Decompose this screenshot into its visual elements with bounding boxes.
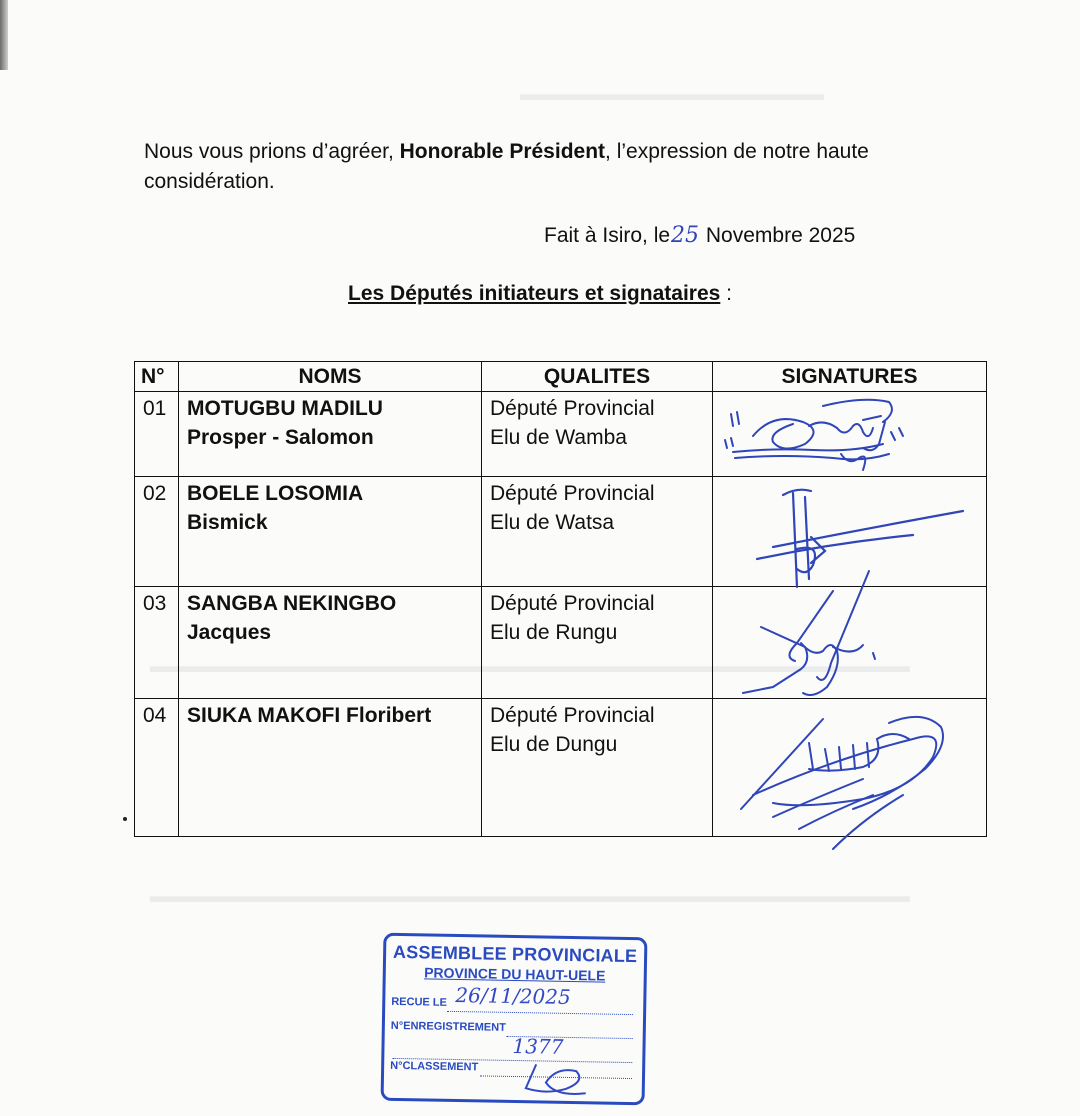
- row-number: 04: [135, 699, 179, 837]
- reverse-bleed: ▬▬▬▬▬▬▬▬▬▬▬▬▬▬▬▬▬▬▬▬▬▬▬▬▬▬▬▬▬▬▬▬▬▬▬▬▬▬▬▬: [150, 886, 910, 907]
- table-row: [135, 392, 987, 477]
- stamp-initials-scribble: [516, 1058, 607, 1100]
- signature-cell: [713, 392, 987, 477]
- row-name: [179, 477, 482, 587]
- date-suffix: Novembre 2025: [700, 224, 856, 247]
- stamp-title: ASSEMBLEE PROVINCIALE: [392, 941, 638, 967]
- stamp-subtitle: [386, 964, 644, 985]
- row-title: [482, 392, 713, 477]
- ink-speck: [123, 817, 127, 821]
- title-line: Elu de Wamba: [490, 426, 627, 449]
- header-titles: QUALITES: [482, 362, 713, 392]
- row-number: 02: [135, 477, 179, 587]
- stamp-registration-label: N°ENREGISTREMENT: [390, 1019, 506, 1034]
- title-line: Elu de Rungu: [490, 621, 618, 644]
- row-title: [482, 587, 713, 699]
- name-line: Bismick: [187, 511, 268, 534]
- name-line: SANGBA NEKINGBO: [187, 592, 397, 615]
- stamp-received-label: RECUE LE: [391, 995, 448, 1009]
- title-line: Député Provincial: [490, 397, 655, 420]
- row-name: [179, 699, 482, 837]
- title-line: Elu de Dungu: [490, 733, 618, 756]
- closing-text-end: , l’expression de notre haute considération.: [144, 140, 869, 193]
- name-line: MOTUGBU MADILU: [187, 397, 383, 420]
- table-row: [135, 477, 987, 587]
- date-line: [544, 221, 855, 251]
- name-line: Jacques: [187, 621, 272, 644]
- row-number: 03: [135, 587, 179, 699]
- closing-addressee: Honorable Président: [399, 140, 606, 163]
- name-line: SIUKA MAKOFI Floribert: [187, 704, 432, 727]
- header-signatures: SIGNATURES: [713, 362, 987, 392]
- row-number: 01: [135, 392, 179, 477]
- reception-stamp: [381, 933, 648, 1106]
- handwritten-signature: [713, 392, 975, 478]
- signatories-heading: [0, 279, 1080, 309]
- header-names: NOMS: [179, 362, 482, 392]
- stamp-received-line: [447, 1011, 633, 1015]
- handwritten-signature: [713, 699, 975, 839]
- reverse-bleed: ▬▬▬▬▬▬▬▬▬▬▬▬▬▬▬▬: [520, 84, 824, 105]
- row-name: [179, 392, 482, 477]
- handwritten-signature: [713, 587, 975, 701]
- closing-paragraph: [144, 137, 944, 197]
- row-name: [179, 587, 482, 699]
- title-line: Elu de Watsa: [490, 511, 615, 534]
- row-title: [482, 699, 713, 837]
- closing-text-start: Nous vous prions d’agréer,: [144, 140, 400, 163]
- name-line: BOELE LOSOMIA: [187, 482, 364, 505]
- row-title: [482, 477, 713, 587]
- stamp-registration-number: 1377: [512, 1033, 564, 1059]
- stamp-subtitle-text: PROVINCE DU HAUT-UELE: [424, 964, 606, 984]
- title-line: Député Provincial: [490, 592, 655, 615]
- page-edge-shadow: [0, 0, 8, 70]
- signature-cell: [713, 477, 987, 587]
- reverse-bleed: ▬▬▬▬▬▬▬▬▬▬▬▬▬▬▬▬▬▬▬▬▬▬▬▬▬▬▬▬▬▬▬▬▬▬▬▬▬▬▬▬: [150, 656, 910, 677]
- name-line: Prosper - Salomon: [187, 426, 374, 449]
- table-row: [135, 699, 987, 837]
- handwritten-day: 25: [671, 223, 700, 248]
- title-line: Député Provincial: [490, 704, 655, 727]
- stamp-received-date: 26/11/2025: [455, 982, 571, 1009]
- date-prefix: Fait à Isiro, le: [544, 224, 671, 247]
- title-line: Député Provincial: [490, 482, 655, 505]
- signatories-heading-colon: :: [720, 282, 732, 305]
- signature-cell: [713, 699, 987, 837]
- table-header-row: [135, 362, 987, 392]
- signatories-table: [134, 361, 987, 837]
- table-row: [135, 587, 987, 699]
- handwritten-signature: [713, 477, 975, 589]
- signatories-heading-text: Les Députés initiateurs et signataires: [348, 282, 721, 305]
- header-number: N°: [135, 362, 179, 392]
- signature-cell: [713, 587, 987, 699]
- stamp-classification-label: N°CLASSEMENT: [390, 1059, 479, 1074]
